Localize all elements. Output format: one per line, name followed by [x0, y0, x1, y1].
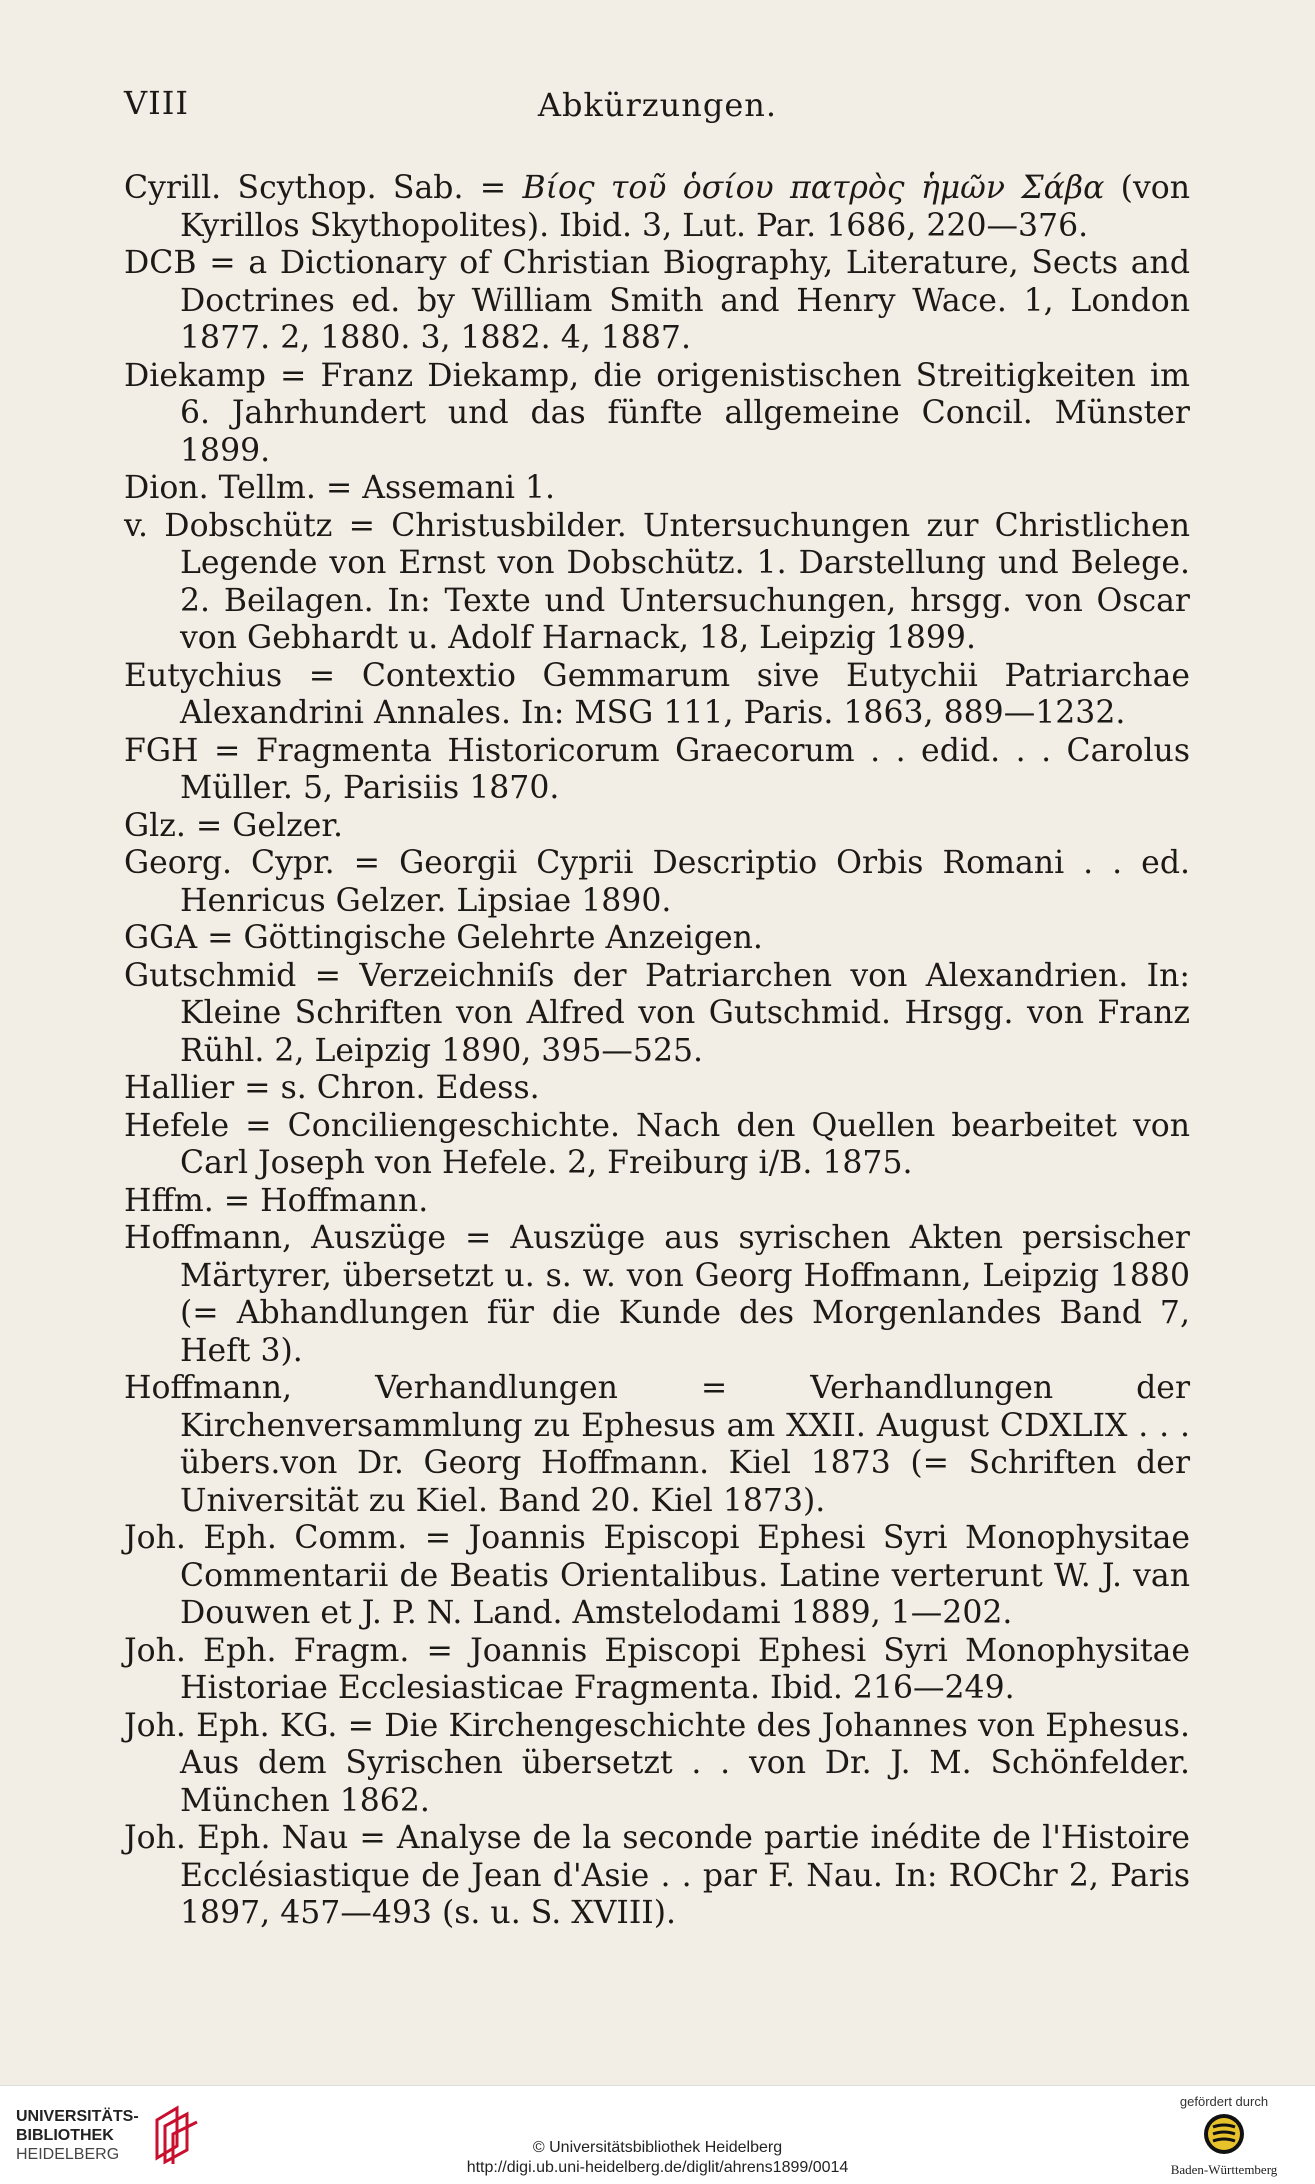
entry-text: Eutychius = Contextio Gemmarum sive Eutychii Patriarchae Alexandrini Annales. In: MSG 111, Paris. 1863, 889—1232. [124, 657, 1190, 731]
abbreviation-entry [124, 1183, 1190, 1221]
entry-text: Joh. Eph. Fragm. = Joannis Episcopi Ephesi Syri Monophysitae Historiae Ecclesiasticae Fragmenta. Ibid. 216—249. [124, 1632, 1190, 1706]
library-name-line3: HEIDELBERG [16, 2145, 120, 2163]
entry-text: FGH = Fragmenta Historicorum Graecorum . . edid. . . Carolus Müller. 5, Parisiis 1870. [124, 732, 1190, 806]
entry-text: Gutschmid = Verzeichniſs der Patriarchen von Alexandrien. In: Kleine Schriften von Alfred von Gutschmid. Hrsgg. von Franz Rühl. 2, Leipzig 1890, 395—525. [124, 957, 1190, 1069]
entry-text: Glz. = Gelzer. [124, 807, 343, 844]
entry-greek-title: Βίος τοῦ ὁσίου πατρὸς ἡμῶν Σάβα [522, 170, 1105, 206]
abbreviation-entry [124, 808, 1190, 846]
abbreviation-entry [124, 245, 1190, 358]
abbreviation-entry [124, 1070, 1190, 1108]
abbreviation-entry [124, 170, 1190, 245]
abbreviation-entry [124, 508, 1190, 658]
abbreviation-entry [124, 1220, 1190, 1370]
abbreviation-entry [124, 958, 1190, 1071]
entry-text: Hallier = s. Chron. Edess. [124, 1070, 540, 1106]
entry-text: Diekamp = Franz Diekamp, die origenistischen Streitigkeiten im 6. Jahrhundert und das fünfte allgemeine Concil. Münster 1899. [124, 357, 1190, 469]
abbreviation-entry [124, 1520, 1190, 1633]
library-name-line1: UNIVERSITÄTS- [16, 2107, 139, 2125]
abbreviation-entry [124, 1370, 1190, 1520]
entry-text-continued: (von Kyrillos Skythopolites). Ibid. 3, Lut. Par. 1686, 220—376. [180, 170, 1191, 244]
copyright-text: © Universitätsbibliothek Heidelberg [532, 2139, 783, 2156]
entry-text: Hffm. = Hoffmann. [124, 1182, 429, 1219]
funder-name: Baden-Württemberg [1170, 2162, 1278, 2177]
abbreviation-list [124, 170, 1190, 1933]
entry-text: Hoffmann, Verhandlungen = Verhandlungen der Kirchenversammlung zu Ephesus am XXII. August CDXLIX . . . übers.von Dr. Georg Hoffmann. Kiel 1873 (= Schriften der Universität zu Kiel. Band 20. Kiel 1873). [124, 1370, 1190, 1519]
entry-text: Georg. Cypr. = Georgii Cyprii Descriptio Orbis Romani . . ed. Henricus Gelzer. Lipsiae 1890. [124, 845, 1190, 919]
abbreviation-entry [124, 1820, 1190, 1933]
abbreviation-entry [124, 1108, 1190, 1183]
funder-logo[interactable] [1169, 2094, 1279, 2178]
entry-text: Hefele = Conciliengeschichte. Nach den Quellen bearbeitet von Carl Joseph von Hefele. 2, Freiburg i/B. 1875. [124, 1107, 1190, 1181]
coat-of-arms-icon [1202, 2112, 1246, 2156]
abbreviation-entry [124, 470, 1190, 508]
abbreviation-entry [124, 658, 1190, 733]
abbreviation-entry [124, 920, 1190, 958]
page-number: VIII [124, 84, 190, 122]
entry-text: GGA = Göttingische Gelehrte Anzeigen. [124, 920, 763, 956]
abbreviation-entry [124, 1633, 1190, 1708]
copyright-block [0, 2138, 1315, 2178]
entry-text: Cyrill. Scythop. Sab. = [124, 170, 523, 206]
abbreviation-entry [124, 1708, 1190, 1821]
abbreviation-entry [124, 733, 1190, 808]
entry-text: v. Dobschütz = Christusbilder. Untersuchungen zur Christlichen Legende von Ernst von Dobschütz. 1. Darstellung und Belege. 2. Beilagen. In: Texte und Untersuchungen, hrsgg. von Oscar von Gebhardt u. Adolf Harnack, 18, Leipzig 1899. [124, 507, 1190, 656]
library-name-line2: BIBLIOTHEK [16, 2126, 114, 2144]
entry-text: Joh. Eph. Comm. = Joannis Episcopi Ephesi Syri Monophysitae Commentarii de Beatis Orientalibus. Latine verterunt W. J. van Douwen et J. P. N. Land. Amstelodami 1889, 1—202. [124, 1520, 1190, 1631]
entry-text: Hoffmann, Auszüge = Auszüge aus syrischen Akten persischer Märtyrer, übersetzt u. s. w. von Georg Hoffmann, Leipzig 1880 (= Abhandlungen für die Kunde des Morgenlandes Band 7, Heft 3). [124, 1220, 1190, 1369]
abbreviation-entry [124, 845, 1190, 920]
entry-text: DCB = a Dictionary of Christian Biography, Literature, Sects and Doctrines ed. by William Smith and Henry Wace. 1, London 1877. 2, 1880. 3, 1882. 4, 1887. [124, 245, 1190, 356]
permalink[interactable]: http://digi.ub.uni-heidelberg.de/diglit/ahrens1899/0014 [466, 2159, 849, 2176]
running-head-title: Abkürzungen. [537, 86, 778, 124]
abbreviation-entry [124, 358, 1190, 471]
entry-text: Dion. Tellm. = Assemani 1. [124, 470, 556, 506]
entry-text: Joh. Eph. KG. = Die Kirchengeschichte des Johannes von Ephesus. Aus dem Syrischen übersetzt . . von Dr. J. M. Schönfelder. München 1862. [124, 1707, 1190, 1819]
footer-bar [0, 2085, 1315, 2184]
entry-text: Joh. Eph. Nau = Analyse de la seconde partie inédite de l'Histoire Ecclésiastique de Jean d'Asie . . par F. Nau. In: ROChr 2, Paris 1897, 457—493 (s. u. S. XVIII). [124, 1820, 1190, 1931]
funded-by-label: gefördert durch [1179, 2094, 1269, 2109]
